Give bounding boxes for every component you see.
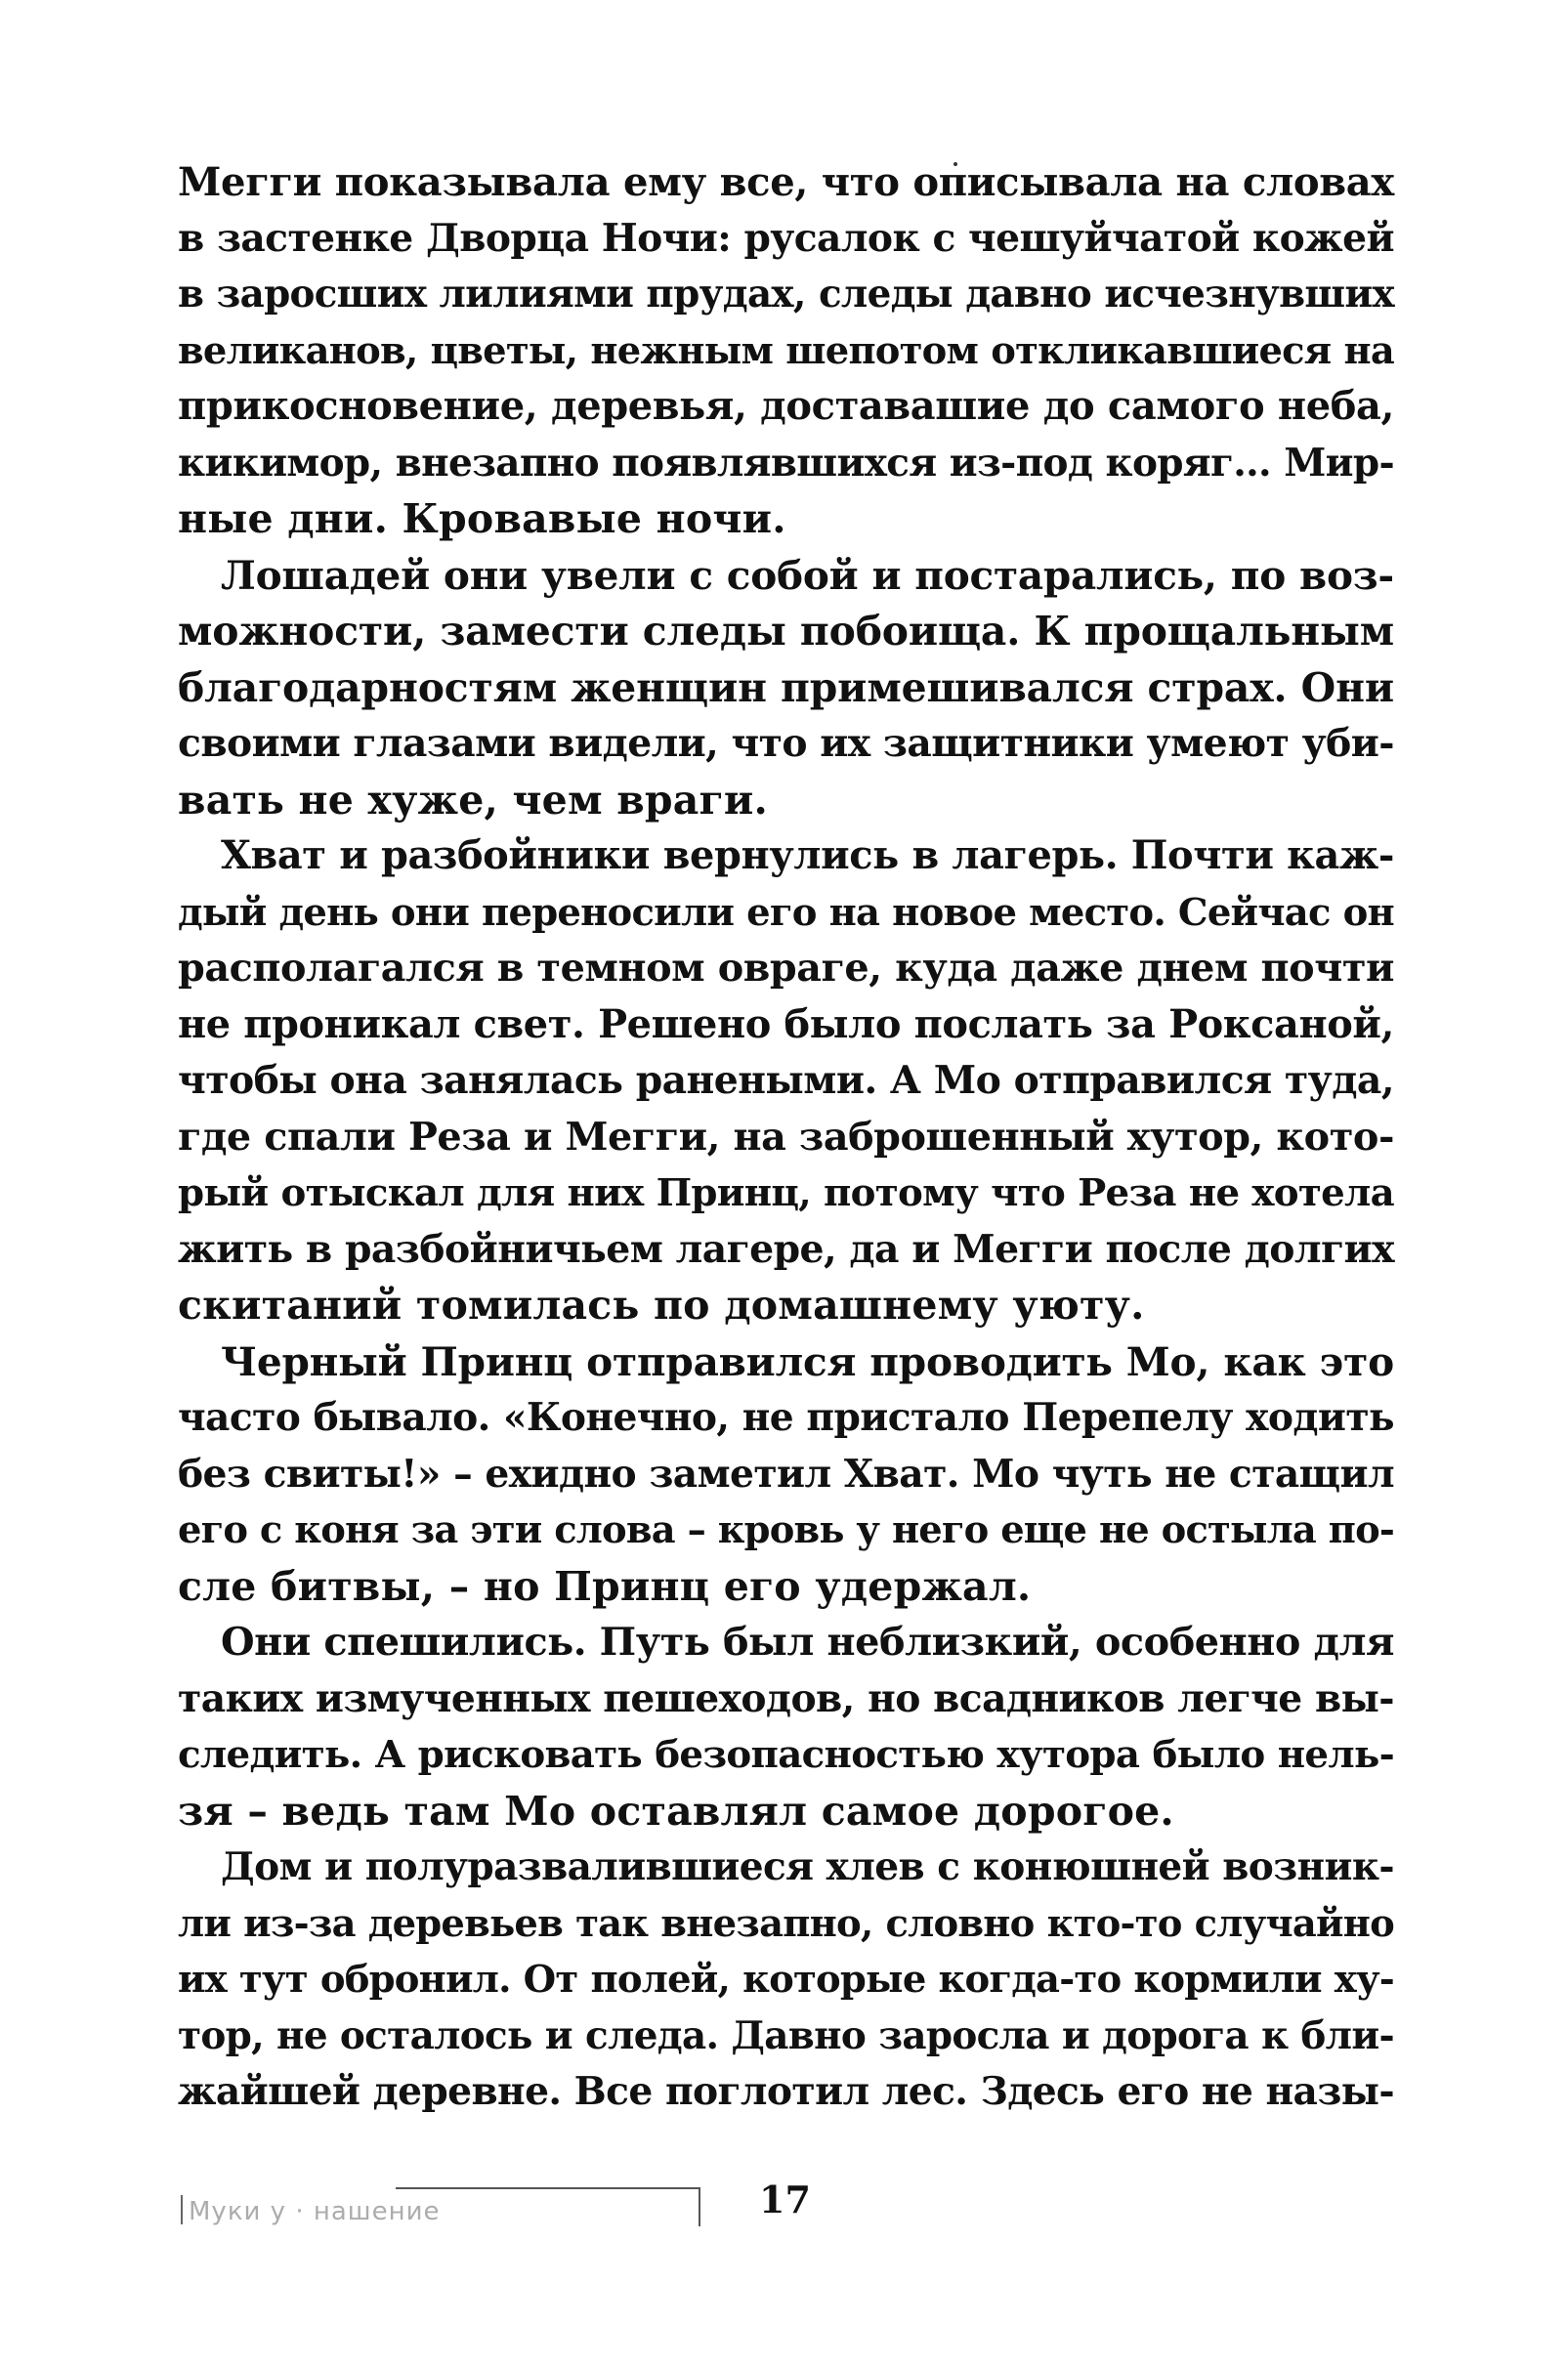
text-line: тор, не осталось и следа. Давно заросла и дорога к бли- xyxy=(178,2012,1394,2058)
stamp-bracket-right xyxy=(699,2187,700,2226)
text-line: чтобы она занялась ранеными. А Мо отправился туда, xyxy=(178,1058,1394,1103)
text-line: в заросших лилиями прудах, следы давно исчезнувших xyxy=(178,273,1394,317)
text-line: располагался в темном овраге, куда даже днем почти xyxy=(178,946,1394,991)
text-line: кикимор, внезапно появлявшихся из-под коряг... Мир- xyxy=(178,440,1394,486)
text-line: жайшей деревне. Все поглотил лес. Здесь его не назы- xyxy=(178,2069,1394,2114)
text-line: Дом и полуразвалившиеся хлев с конюшней возник- xyxy=(221,1844,1394,1889)
text-line: скитаний томилась по домашнему уюту. xyxy=(178,1282,1145,1329)
text-line: Хват и разбойники вернулись в лагерь. Почти каж- xyxy=(221,833,1394,878)
text-line: можности, замести следы побоища. К прощальным xyxy=(178,608,1394,655)
text-line: где спали Реза и Мегги, на заброшенный хутор, кото- xyxy=(178,1114,1394,1160)
text-line: Лошадей они увели с собой и постарались, по воз- xyxy=(221,551,1394,599)
stamp-text: Муки у · нашение xyxy=(189,2197,441,2226)
text-line: их тут обронил. От полей, которые когда-то кормили ху- xyxy=(178,1958,1394,2002)
stamp-bracket-left xyxy=(181,2195,183,2224)
text-line: Черный Принц отправился проводить Мо, как это xyxy=(221,1337,1394,1385)
text-line: в застенке Дворца Ночи: русалок с чешуйчатой кожей xyxy=(178,215,1394,261)
page-number: 17 xyxy=(759,2178,811,2221)
text-line: ли из-за деревьев так внезапно, словно кто-то случайно xyxy=(178,1901,1394,1946)
library-stamp xyxy=(181,2183,708,2232)
text-line: прикосновение, деревья, доставашие до самого неба, xyxy=(178,384,1394,429)
text-line: сле битвы, – но Принц его удержал. xyxy=(178,1562,1032,1610)
text-line: зя – ведь там Мо оставлял самое дорогое. xyxy=(178,1787,1174,1835)
text-line: жить в разбойничьем лагере, да и Мегги после долгих xyxy=(178,1226,1394,1272)
text-line: Они спешились. Путь был неблизкий, особенно для xyxy=(221,1620,1394,1665)
text-line: благодарностям женщин примешивался страх. Они xyxy=(178,663,1394,711)
text-line: великанов, цветы, нежным шепотом откликавшиеся на xyxy=(178,328,1394,373)
stamp-rule xyxy=(396,2187,699,2189)
text-line: своими глазами видели, что их защитники умеют уби- xyxy=(178,721,1394,766)
text-line: не проникал свет. Решено было послать за Роксаной, xyxy=(178,1001,1394,1047)
text-line: дый день они переносили его на новое место. Сейчас он xyxy=(178,890,1394,935)
text-line: без свиты!» – ехидно заметил Хват. Мо чуть не стащил xyxy=(178,1451,1394,1497)
page-footer xyxy=(181,2178,811,2242)
body-text xyxy=(178,154,1394,2121)
text-line: Мегги показывала ему все, что описывала на словах xyxy=(178,159,1394,205)
text-line: его с коня за эти слова – кровь у него еще не остыла по- xyxy=(178,1508,1394,1552)
text-line: рый отыскал для них Принц, потому что Реза не хотела xyxy=(178,1171,1394,1215)
text-line: часто бывало. «Конечно, не пристало Перепелу ходить xyxy=(178,1395,1394,1440)
text-line: таких измученных пешеходов, но всадников легче вы- xyxy=(178,1675,1394,1721)
text-line: ные дни. Кровавые ночи. xyxy=(178,495,786,542)
text-line: вать не хуже, чем враги. xyxy=(178,776,768,824)
text-line: следить. А рисковать безопасностью хутора было нель- xyxy=(178,1733,1394,1777)
